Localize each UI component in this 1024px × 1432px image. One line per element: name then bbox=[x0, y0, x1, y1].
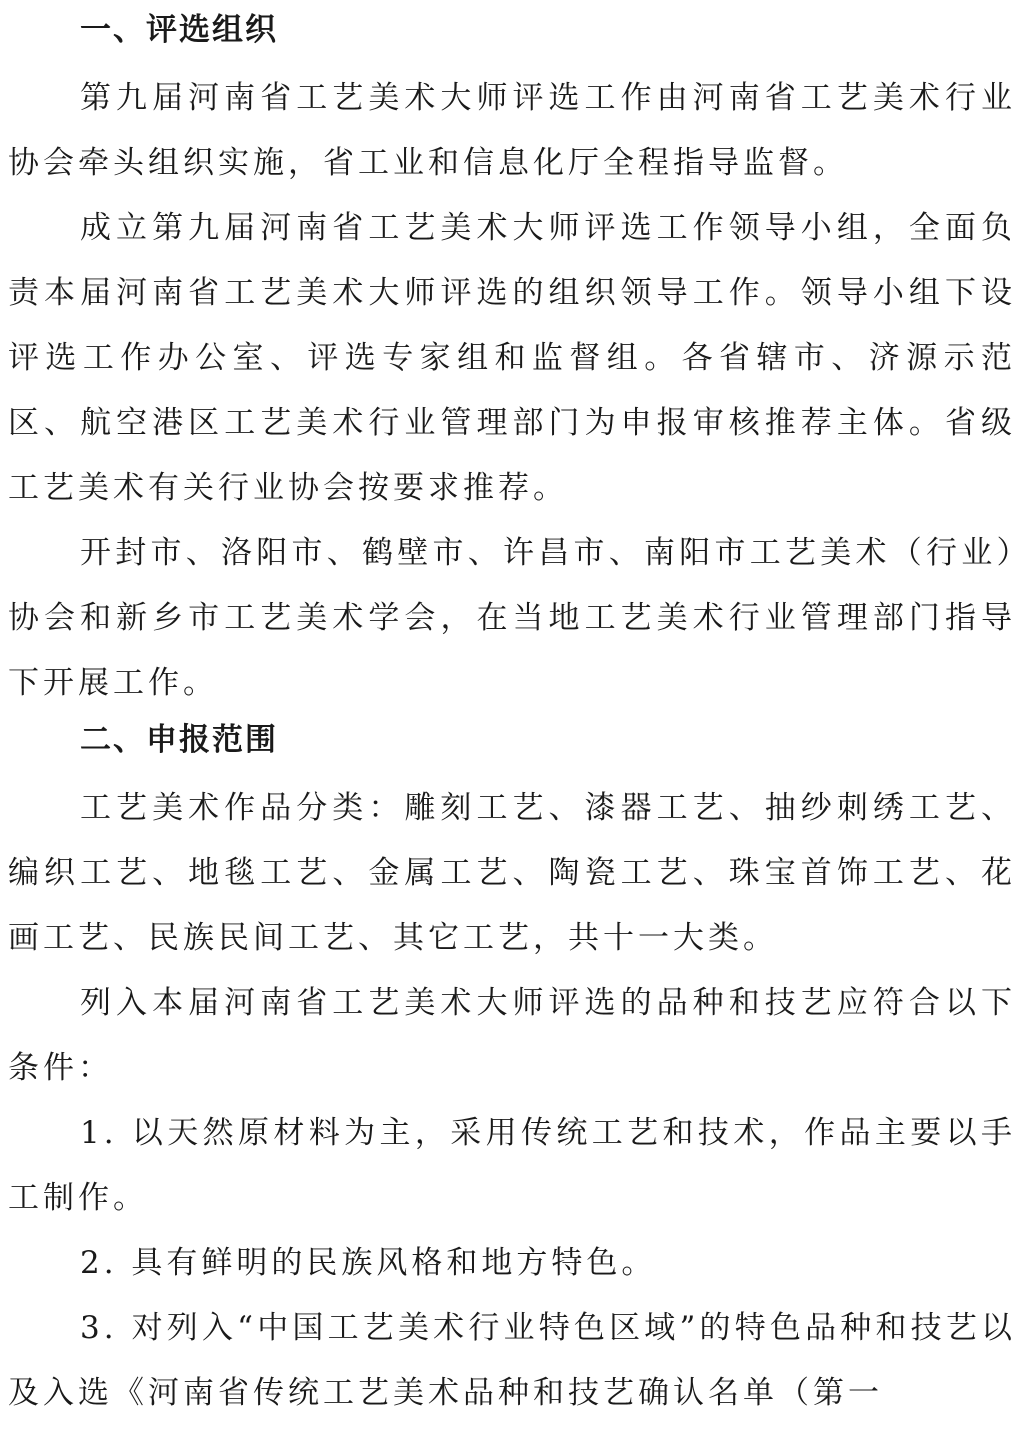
paragraph-organization-1: 第九届河南省工艺美术大师评选工作由河南省工艺美术行业协会牵头组织实施，省工业和信息化厅全程指导监督。 bbox=[8, 80, 1016, 181]
paragraph-organization-2: 成立第九届河南省工艺美术大师评选工作领导小组，全面负责本届河南省工艺美术大师评选的组织领导工作。领导小组下设评选工作办公室、评选专家组和监督组。各省辖市、济源示范区、航空港区工艺美术行业管理部门为申报审核推荐主体。省级工艺美术有关行业协会按要求推荐。 bbox=[8, 210, 1016, 506]
list-item-1: 1. 以天然原材料为主，采用传统工艺和技术，作品主要以手工制作。 bbox=[8, 1115, 1016, 1216]
section-heading-organization: 一、评选组织 bbox=[80, 12, 278, 48]
paragraph-scope-2: 列入本届河南省工艺美术大师评选的品种和技艺应符合以下条件： bbox=[8, 985, 1016, 1086]
paragraph-organization-3: 开封市、洛阳市、鹤壁市、许昌市、南阳市工艺美术（行业）协会和新乡市工艺美术学会，在当地工艺美术行业管理部门指导下开展工作。 bbox=[8, 535, 1016, 701]
list-item-3: 3. 对列入“中国工艺美术行业特色区域”的特色品种和技艺以及入选《河南省传统工艺美术品种和技艺确认名单（第一 bbox=[8, 1310, 1016, 1411]
list-item-2: 2. 具有鲜明的民族风格和地方特色。 bbox=[80, 1245, 657, 1281]
section-heading-scope: 二、申报范围 bbox=[80, 722, 278, 758]
paragraph-scope-1: 工艺美术作品分类：雕刻工艺、漆器工艺、抽纱刺绣工艺、编织工艺、地毯工艺、金属工艺、陶瓷工艺、珠宝首饰工艺、花画工艺、民族民间工艺、其它工艺，共十一大类。 bbox=[8, 790, 1016, 956]
